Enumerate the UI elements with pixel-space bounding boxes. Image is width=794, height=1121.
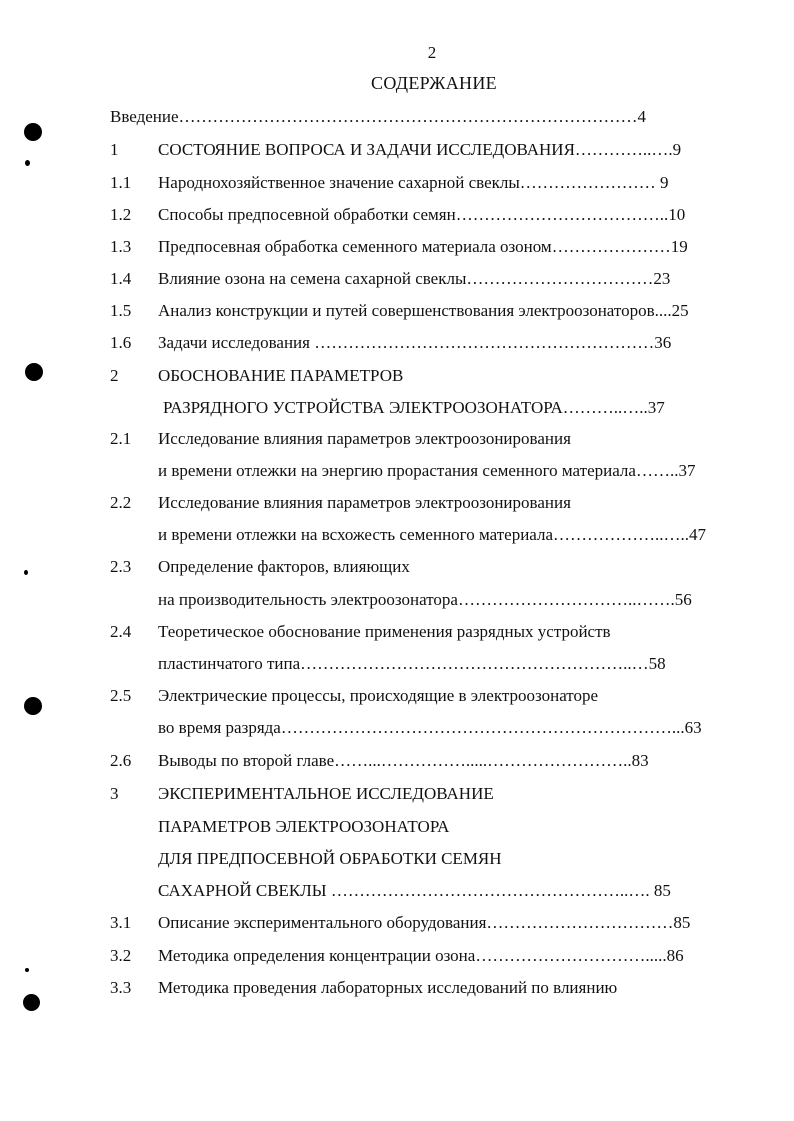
toc-text: ЭКСПЕРИМЕНТАЛЬНОЕ ИССЛЕДОВАНИЕ (158, 784, 494, 803)
toc-text: пластинчатого типа…………………………………………………..…58 (158, 654, 666, 673)
toc-number: 1.5 (110, 301, 132, 320)
toc-number: 1.1 (110, 173, 132, 192)
toc-text: Описание экспериментального оборудования……………………………85 (158, 913, 691, 932)
toc-number: 3.1 (110, 913, 132, 932)
toc-number: 2.6 (110, 751, 132, 770)
toc-text: Способы предпосевной обработки семян………………………………..10 (158, 205, 686, 224)
toc-text: Теоретическое обоснование применения разрядных устройств (158, 622, 611, 641)
toc-text: и времени отлежки на энергию прорастания семенного материала……..37 (158, 461, 696, 480)
toc-number: 2.5 (110, 686, 132, 705)
toc-text: Определение факторов, влияющих (158, 557, 410, 576)
toc-number: 2.1 (110, 429, 132, 448)
toc-number: 1.6 (110, 333, 132, 352)
toc-text: Задачи исследования ……………………………………………………36 (158, 333, 672, 352)
toc-number: 3.3 (110, 978, 132, 997)
toc-number: 1.4 (110, 269, 132, 288)
toc-number: 1 (110, 140, 119, 159)
toc-text: на производительность электроозонатора…………………………..…….56 (158, 590, 692, 609)
toc-number: 2.4 (110, 622, 132, 641)
toc-number: 3.2 (110, 946, 132, 965)
scan-speck-3 (25, 968, 29, 972)
toc-text: Влияние озона на семена сахарной свеклы……………………………23 (158, 269, 671, 288)
toc-text: Методика определения концентрации озона………………………….....86 (158, 946, 684, 965)
toc-text: Предпосевная обработка семенного материала озоном…………………19 (158, 237, 688, 256)
toc-text: во время разряда……………………………………………………………...63 (158, 718, 702, 737)
toc-text: Выводы по второй главе……...…………….....……………………..83 (158, 751, 649, 770)
toc-text: Исследование влияния параметров электроозонирования (158, 493, 571, 512)
punch-hole-4 (23, 994, 40, 1011)
toc-number: 3 (110, 784, 119, 803)
toc-text: САХАРНОЙ СВЕКЛЫ ……………………………………………..…. 85 (158, 881, 671, 900)
page-number: 2 (427, 43, 437, 62)
toc-text: Анализ конструкции и путей совершенствования электроозонаторов....25 (158, 301, 689, 320)
toc-text: РАЗРЯДНОГО УСТРОЙСТВА ЭЛЕКТРООЗОНАТОРА………..…..37 (163, 398, 665, 417)
toc-text: ОБОСНОВАНИЕ ПАРАМЕТРОВ (158, 366, 404, 385)
toc-text: Электрические процессы, происходящие в электроозонаторе (158, 686, 599, 705)
toc-text: и времени отлежки на всхожесть семенного материала………………..…..47 (158, 525, 707, 544)
toc-text: Методика проведения лабораторных исследований по влиянию (158, 978, 618, 997)
scan-speck-1 (25, 160, 30, 166)
punch-hole-1 (24, 123, 42, 141)
toc-number: 2.3 (110, 557, 132, 576)
punch-hole-2 (25, 363, 43, 381)
scan-speck-2 (24, 570, 28, 575)
toc-text: ДЛЯ ПРЕДПОСЕВНОЙ ОБРАБОТКИ СЕМЯН (158, 849, 502, 868)
toc-text: СОСТОЯНИЕ ВОПРОСА И ЗАДАЧИ ИССЛЕДОВАНИЯ…………..….9 (158, 140, 682, 159)
toc-text: Народнохозяйственное значение сахарной свеклы…………………… 9 (158, 173, 669, 192)
toc-text: Исследование влияния параметров электроозонирования (158, 429, 571, 448)
punch-hole-3 (24, 697, 42, 715)
page-title: СОДЕРЖАНИЕ (371, 73, 497, 93)
toc-number: 1.2 (110, 205, 132, 224)
toc-number: 2.2 (110, 493, 132, 512)
toc-number: 2 (110, 366, 119, 385)
toc-text: Введение………………………………………………………………………4 (110, 107, 647, 126)
toc-text: ПАРАМЕТРОВ ЭЛЕКТРООЗОНАТОРА (158, 817, 450, 836)
toc-number: 1.3 (110, 237, 132, 256)
